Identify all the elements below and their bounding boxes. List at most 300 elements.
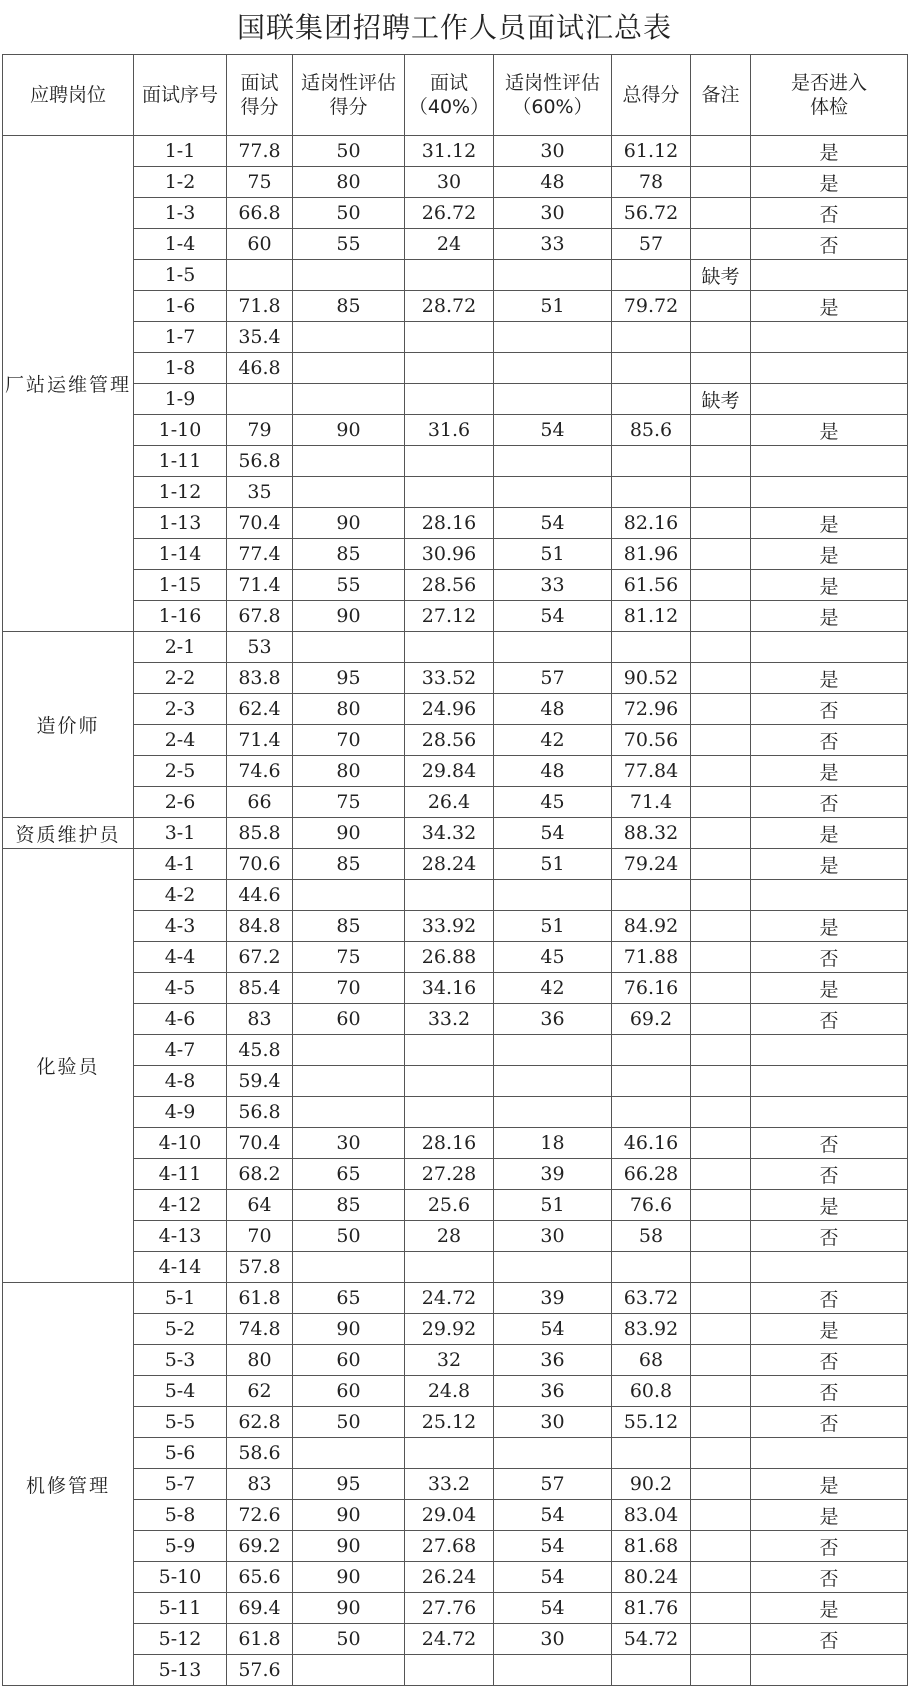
table-row [3,1593,908,1624]
interview-40-cell [405,322,494,353]
interview-40-cell: 28.56 [405,725,494,756]
medical-exam-cell: 否 [751,1624,908,1655]
medical-exam-cell: 否 [751,1376,908,1407]
fitness-60-cell [494,1252,612,1283]
total-score-cell: 77.84 [612,756,691,787]
header-note: 备注 [691,55,751,136]
interview-score-cell: 35.4 [227,322,293,353]
interview-40-cell: 34.32 [405,818,494,849]
header-medical-exam: 是否进入 体检 [751,55,908,136]
interview-score-cell: 46.8 [227,353,293,384]
fitness-score-cell [293,477,405,508]
table-row [3,1097,908,1128]
total-score-cell: 83.04 [612,1500,691,1531]
medical-exam-cell: 否 [751,1562,908,1593]
interview-40-cell: 33.92 [405,911,494,942]
position-group-cell: 机修管理 [3,1283,134,1686]
medical-exam-cell: 否 [751,725,908,756]
interview-score-cell: 58.6 [227,1438,293,1469]
medical-exam-cell: 否 [751,1345,908,1376]
seq-cell: 1-16 [134,601,227,632]
total-score-cell [612,1035,691,1066]
fitness-score-cell: 60 [293,1376,405,1407]
note-cell [691,1097,751,1128]
interview-40-cell [405,384,494,415]
table-row [3,725,908,756]
medical-exam-cell [751,632,908,663]
fitness-score-cell: 85 [293,849,405,880]
interview-score-cell: 71.4 [227,570,293,601]
fitness-60-cell: 54 [494,1500,612,1531]
fitness-score-cell: 30 [293,1128,405,1159]
fitness-score-cell [293,1252,405,1283]
table-row [3,1407,908,1438]
note-cell [691,353,751,384]
total-score-cell: 79.24 [612,849,691,880]
total-score-cell: 70.56 [612,725,691,756]
medical-exam-cell [751,880,908,911]
seq-cell: 2-5 [134,756,227,787]
interview-score-cell: 83 [227,1004,293,1035]
fitness-60-cell: 51 [494,1190,612,1221]
fitness-60-cell: 30 [494,136,612,167]
note-cell [691,229,751,260]
note-cell [691,1655,751,1686]
medical-exam-cell: 否 [751,942,908,973]
fitness-score-cell: 55 [293,570,405,601]
note-cell [691,632,751,663]
fitness-60-cell: 57 [494,1469,612,1500]
medical-exam-cell: 是 [751,818,908,849]
interview-score-cell: 62 [227,1376,293,1407]
fitness-60-cell: 51 [494,849,612,880]
seq-cell: 4-9 [134,1097,227,1128]
interview-score-cell: 35 [227,477,293,508]
fitness-60-cell [494,353,612,384]
medical-exam-cell [751,322,908,353]
table-row [3,1190,908,1221]
fitness-60-cell: 51 [494,911,612,942]
position-group-cell: 厂站运维管理 [3,136,134,632]
fitness-score-cell: 50 [293,1221,405,1252]
fitness-score-cell [293,322,405,353]
table-row [3,1252,908,1283]
interview-40-cell: 28.16 [405,1128,494,1159]
interview-score-cell: 72.6 [227,1500,293,1531]
fitness-60-cell: 45 [494,787,612,818]
fitness-60-cell: 54 [494,818,612,849]
fitness-score-cell: 90 [293,818,405,849]
interview-score-cell: 83 [227,1469,293,1500]
fitness-60-cell [494,1097,612,1128]
interview-40-cell [405,880,494,911]
document-title: 国联集团招聘工作人员面试汇总表 [236,11,672,44]
medical-exam-cell [751,1035,908,1066]
fitness-60-cell: 39 [494,1283,612,1314]
medical-exam-cell: 否 [751,229,908,260]
medical-exam-cell [751,1097,908,1128]
table-row [3,1376,908,1407]
note-cell [691,167,751,198]
fitness-score-cell [293,632,405,663]
total-score-cell: 81.76 [612,1593,691,1624]
seq-cell: 1-5 [134,260,227,291]
note-cell [691,1190,751,1221]
fitness-60-cell: 48 [494,694,612,725]
table-header [3,55,908,136]
interview-score-cell: 77.8 [227,136,293,167]
medical-exam-cell: 是 [751,136,908,167]
note-cell [691,911,751,942]
interview-summary-table [2,54,908,1686]
table-row [3,198,908,229]
note-cell [691,1500,751,1531]
medical-exam-cell: 是 [751,415,908,446]
interview-40-cell [405,632,494,663]
interview-40-cell: 32 [405,1345,494,1376]
note-cell [691,1004,751,1035]
fitness-score-cell: 55 [293,229,405,260]
note-cell [691,1469,751,1500]
total-score-cell: 76.6 [612,1190,691,1221]
total-score-cell: 85.6 [612,415,691,446]
table-row [3,229,908,260]
medical-exam-cell: 是 [751,291,908,322]
total-score-cell [612,384,691,415]
medical-exam-cell [751,384,908,415]
interview-40-cell: 26.24 [405,1562,494,1593]
interview-score-cell [227,384,293,415]
seq-cell: 5-13 [134,1655,227,1686]
interview-40-cell: 27.76 [405,1593,494,1624]
fitness-score-cell: 80 [293,694,405,725]
fitness-score-cell: 90 [293,1314,405,1345]
interview-40-cell: 30.96 [405,539,494,570]
fitness-score-cell: 90 [293,1593,405,1624]
table-row [3,663,908,694]
note-cell [691,787,751,818]
fitness-60-cell: 42 [494,725,612,756]
interview-40-cell: 34.16 [405,973,494,1004]
total-score-cell: 58 [612,1221,691,1252]
interview-40-cell [405,353,494,384]
interview-score-cell: 83.8 [227,663,293,694]
seq-cell: 1-15 [134,570,227,601]
seq-cell: 4-11 [134,1159,227,1190]
header-interview-score: 面试 得分 [227,55,293,136]
total-score-cell: 71.4 [612,787,691,818]
table-row [3,570,908,601]
seq-cell: 4-7 [134,1035,227,1066]
fitness-60-cell: 48 [494,167,612,198]
fitness-60-cell: 54 [494,601,612,632]
total-score-cell: 66.28 [612,1159,691,1190]
interview-score-cell: 71.4 [227,725,293,756]
fitness-score-cell [293,1438,405,1469]
medical-exam-cell: 否 [751,787,908,818]
table-row [3,260,908,291]
table-row [3,1562,908,1593]
interview-score-cell: 45.8 [227,1035,293,1066]
medical-exam-cell [751,1066,908,1097]
interview-score-cell: 56.8 [227,446,293,477]
table-row [3,539,908,570]
table-row [3,1035,908,1066]
note-cell [691,446,751,477]
fitness-score-cell: 60 [293,1004,405,1035]
seq-cell: 4-13 [134,1221,227,1252]
total-score-cell: 81.96 [612,539,691,570]
total-score-cell: 72.96 [612,694,691,725]
interview-score-cell: 79 [227,415,293,446]
total-score-cell [612,632,691,663]
total-score-cell: 46.16 [612,1128,691,1159]
medical-exam-cell: 否 [751,1407,908,1438]
seq-cell: 1-8 [134,353,227,384]
seq-cell: 5-6 [134,1438,227,1469]
total-score-cell: 69.2 [612,1004,691,1035]
seq-cell: 1-9 [134,384,227,415]
fitness-60-cell: 54 [494,508,612,539]
note-cell [691,1283,751,1314]
note-cell [691,539,751,570]
medical-exam-cell: 是 [751,756,908,787]
interview-score-cell: 80 [227,1345,293,1376]
total-score-cell [612,1655,691,1686]
fitness-score-cell: 80 [293,167,405,198]
position-group-cell: 资质维护员 [3,818,134,849]
total-score-cell: 57 [612,229,691,260]
interview-40-cell: 24.72 [405,1624,494,1655]
interview-40-cell: 28.56 [405,570,494,601]
interview-40-cell: 26.88 [405,942,494,973]
total-score-cell: 60.8 [612,1376,691,1407]
fitness-score-cell: 70 [293,725,405,756]
total-score-cell: 90.2 [612,1469,691,1500]
medical-exam-cell [751,1655,908,1686]
table-row [3,880,908,911]
seq-cell: 1-11 [134,446,227,477]
medical-exam-cell [751,353,908,384]
note-cell: 缺考 [691,384,751,415]
table-row [3,446,908,477]
interview-score-cell: 66 [227,787,293,818]
fitness-60-cell: 30 [494,198,612,229]
medical-exam-cell: 是 [751,570,908,601]
seq-cell: 2-3 [134,694,227,725]
medical-exam-cell: 否 [751,1283,908,1314]
medical-exam-cell: 否 [751,198,908,229]
medical-exam-cell: 否 [751,1531,908,1562]
table-row [3,353,908,384]
table-row [3,911,908,942]
interview-score-cell: 62.8 [227,1407,293,1438]
interview-40-cell: 24.8 [405,1376,494,1407]
table-row [3,787,908,818]
interview-40-cell: 28.24 [405,849,494,880]
seq-cell: 5-3 [134,1345,227,1376]
fitness-60-cell [494,322,612,353]
note-cell [691,942,751,973]
table-row [3,1345,908,1376]
table-row [3,1128,908,1159]
header-seq: 面试序号 [134,55,227,136]
seq-cell: 5-7 [134,1469,227,1500]
table-row [3,415,908,446]
note-cell [691,756,751,787]
interview-40-cell [405,1252,494,1283]
fitness-60-cell [494,1655,612,1686]
medical-exam-cell: 是 [751,1469,908,1500]
table-row [3,1221,908,1252]
table-row [3,1004,908,1035]
table-row [3,1531,908,1562]
total-score-cell: 81.68 [612,1531,691,1562]
seq-cell: 5-10 [134,1562,227,1593]
note-cell [691,725,751,756]
interview-40-cell [405,446,494,477]
header-position: 应聘岗位 [3,55,134,136]
interview-score-cell: 70.4 [227,1128,293,1159]
note-cell [691,694,751,725]
medical-exam-cell [751,260,908,291]
total-score-cell [612,1438,691,1469]
seq-cell: 1-1 [134,136,227,167]
fitness-score-cell: 85 [293,539,405,570]
medical-exam-cell: 是 [751,1500,908,1531]
interview-score-cell: 84.8 [227,911,293,942]
table-row [3,1438,908,1469]
total-score-cell: 56.72 [612,198,691,229]
medical-exam-cell: 是 [751,1314,908,1345]
table-row [3,1066,908,1097]
note-cell [691,291,751,322]
seq-cell: 1-10 [134,415,227,446]
fitness-60-cell: 48 [494,756,612,787]
fitness-60-cell: 54 [494,415,612,446]
table-row [3,1314,908,1345]
interview-40-cell: 30 [405,167,494,198]
medical-exam-cell: 是 [751,849,908,880]
interview-40-cell [405,260,494,291]
seq-cell: 1-4 [134,229,227,260]
table-row [3,818,908,849]
interview-40-cell: 27.28 [405,1159,494,1190]
total-score-cell: 61.56 [612,570,691,601]
fitness-60-cell [494,1035,612,1066]
interview-40-cell [405,1438,494,1469]
total-score-cell: 71.88 [612,942,691,973]
interview-40-cell: 31.12 [405,136,494,167]
fitness-60-cell: 54 [494,1562,612,1593]
note-cell [691,1066,751,1097]
fitness-score-cell: 85 [293,1190,405,1221]
fitness-score-cell: 95 [293,1469,405,1500]
interview-score-cell: 74.6 [227,756,293,787]
fitness-score-cell [293,1066,405,1097]
interview-40-cell: 29.04 [405,1500,494,1531]
fitness-score-cell: 70 [293,973,405,1004]
interview-40-cell: 28 [405,1221,494,1252]
fitness-score-cell [293,353,405,384]
note-cell [691,1345,751,1376]
interview-40-cell: 27.68 [405,1531,494,1562]
medical-exam-cell [751,1438,908,1469]
medical-exam-cell [751,1252,908,1283]
table-row [3,291,908,322]
seq-cell: 2-1 [134,632,227,663]
note-cell [691,415,751,446]
medical-exam-cell: 否 [751,1221,908,1252]
interview-40-cell: 25.6 [405,1190,494,1221]
interview-score-cell: 68.2 [227,1159,293,1190]
medical-exam-cell: 是 [751,601,908,632]
seq-cell: 2-2 [134,663,227,694]
interview-score-cell: 56.8 [227,1097,293,1128]
fitness-score-cell: 95 [293,663,405,694]
table-row [3,1469,908,1500]
fitness-score-cell [293,384,405,415]
seq-cell: 4-2 [134,880,227,911]
total-score-cell: 78 [612,167,691,198]
fitness-score-cell: 90 [293,1500,405,1531]
total-score-cell: 61.12 [612,136,691,167]
fitness-60-cell: 33 [494,570,612,601]
fitness-60-cell: 42 [494,973,612,1004]
seq-cell: 1-12 [134,477,227,508]
interview-score-cell: 53 [227,632,293,663]
table-body [3,136,908,1686]
fitness-score-cell [293,446,405,477]
note-cell [691,601,751,632]
total-score-cell [612,446,691,477]
header-interview-40: 面试 （40%） [405,55,494,136]
fitness-score-cell: 85 [293,291,405,322]
fitness-60-cell: 54 [494,1531,612,1562]
seq-cell: 4-8 [134,1066,227,1097]
note-cell: 缺考 [691,260,751,291]
total-score-cell: 76.16 [612,973,691,1004]
fitness-60-cell [494,384,612,415]
note-cell [691,570,751,601]
note-cell [691,818,751,849]
fitness-score-cell: 50 [293,136,405,167]
interview-40-cell: 33.52 [405,663,494,694]
table-row [3,508,908,539]
fitness-60-cell: 30 [494,1407,612,1438]
fitness-60-cell: 33 [494,229,612,260]
table-row [3,167,908,198]
fitness-60-cell [494,260,612,291]
note-cell [691,1314,751,1345]
note-cell [691,1128,751,1159]
interview-score-cell: 75 [227,167,293,198]
interview-score-cell: 70.6 [227,849,293,880]
document-page [2,0,907,1690]
fitness-60-cell [494,1438,612,1469]
fitness-score-cell: 90 [293,601,405,632]
interview-40-cell: 31.6 [405,415,494,446]
seq-cell: 4-5 [134,973,227,1004]
seq-cell: 1-2 [134,167,227,198]
seq-cell: 5-2 [134,1314,227,1345]
fitness-score-cell [293,880,405,911]
interview-score-cell: 85.4 [227,973,293,1004]
fitness-score-cell [293,1035,405,1066]
table-row [3,477,908,508]
note-cell [691,973,751,1004]
table-row [3,694,908,725]
